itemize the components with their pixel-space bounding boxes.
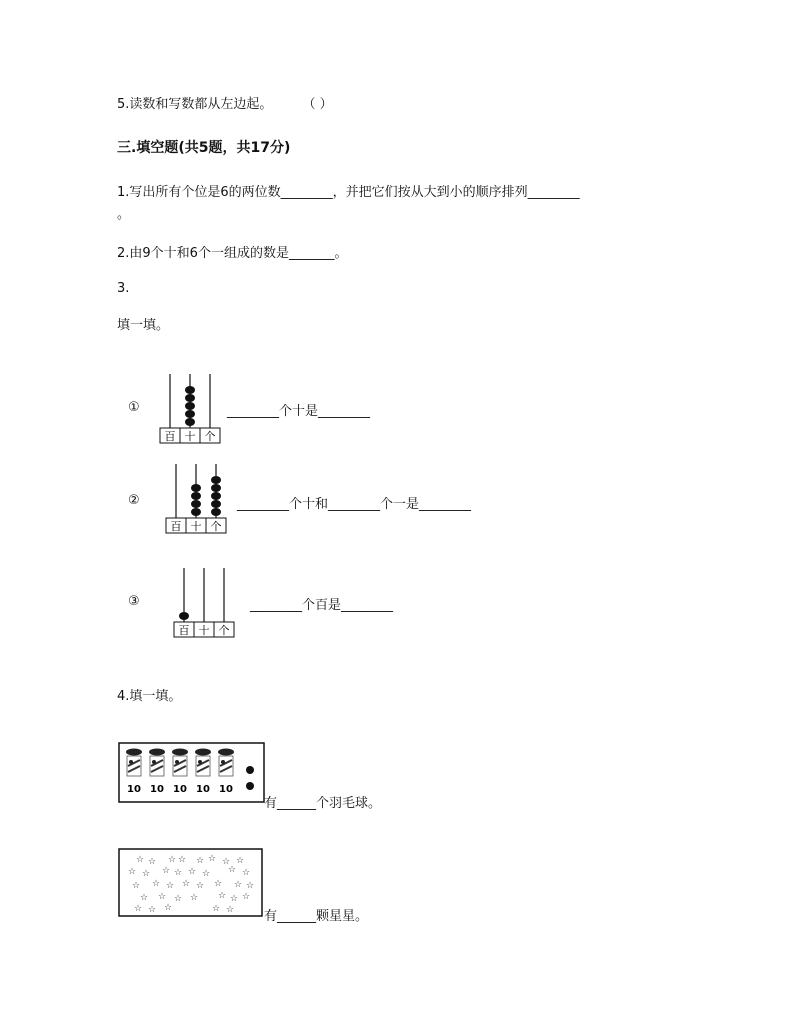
svg-text:☆: ☆: [134, 904, 143, 914]
svg-text:☆: ☆: [226, 905, 235, 915]
svg-text:☆: ☆: [142, 869, 151, 879]
shuttlecock-picture: [118, 742, 266, 804]
svg-text:☆: ☆: [218, 891, 227, 901]
svg-text:☆: ☆: [228, 865, 237, 875]
svg-text:☆: ☆: [214, 879, 223, 889]
svg-text:10: 10: [173, 784, 187, 795]
q3-item1-mark: ①: [128, 400, 140, 415]
svg-text:☆: ☆: [174, 868, 183, 878]
abacus-1-label-tens: 十: [184, 430, 196, 443]
svg-text:☆: ☆: [212, 904, 221, 914]
svg-text:☆: ☆: [242, 868, 251, 878]
q3-item1-text: ________个十是________: [227, 404, 371, 419]
abacus-2-label-tens: 十: [190, 520, 202, 533]
abacus-2-ones-beads: [211, 476, 221, 516]
svg-text:☆: ☆: [196, 881, 205, 891]
svg-text:☆: ☆: [164, 903, 173, 913]
q3-item2-text: ________个十和________个一是________: [237, 497, 472, 512]
svg-text:☆: ☆: [234, 880, 243, 890]
q4-title: 4.填一填。: [117, 689, 182, 704]
svg-text:☆: ☆: [162, 866, 171, 876]
q1-end-mark: 。: [117, 207, 131, 222]
svg-text:☆: ☆: [168, 855, 177, 865]
svg-text:☆: ☆: [128, 867, 137, 877]
svg-text:☆: ☆: [148, 857, 157, 867]
abacus-2-label-ones: 个: [210, 520, 222, 533]
q3-item2-mark: ②: [128, 493, 140, 508]
svg-text:☆: ☆: [188, 867, 197, 877]
svg-text:☆: ☆: [178, 855, 187, 865]
q1-text: 1.写出所有个位是6的两位数________，并把它们按从大到小的顺序排列________: [117, 185, 580, 200]
svg-text:☆: ☆: [166, 881, 175, 891]
q5-text: 5.读数和写数都从左边起。: [117, 97, 273, 112]
abacus-3-label-tens: 十: [198, 624, 210, 637]
svg-text:☆: ☆: [246, 881, 255, 891]
q3-number: 3.: [117, 281, 130, 296]
abacus-2: [164, 462, 228, 536]
svg-text:10: 10: [219, 784, 233, 795]
q3-item3-mark: ③: [128, 594, 140, 609]
svg-text:☆: ☆: [136, 855, 145, 865]
abacus-2-tens-beads: [191, 484, 201, 516]
q3-instruction: 填一填。: [117, 318, 170, 333]
abacus-1-label-ones: 个: [204, 430, 216, 443]
svg-text:☆: ☆: [132, 881, 141, 891]
svg-text:☆: ☆: [236, 856, 245, 866]
abacus-1: [158, 372, 222, 444]
svg-text:☆: ☆: [158, 892, 167, 902]
svg-text:10: 10: [196, 784, 210, 795]
q5-statement: [117, 93, 333, 112]
q4-shuttle-question: 有______个羽毛球。: [264, 796, 382, 811]
abacus-3: [172, 566, 236, 640]
svg-text:☆: ☆: [174, 894, 183, 904]
abacus-2-label-hundreds: 百: [170, 520, 182, 533]
svg-text:10: 10: [150, 784, 164, 795]
abacus-3-label-ones: 个: [218, 624, 230, 637]
q3-item3-text: ________个百是________: [250, 598, 394, 613]
svg-text:☆: ☆: [182, 879, 191, 889]
svg-text:☆: ☆: [202, 869, 211, 879]
star-picture: [118, 848, 264, 918]
svg-text:☆: ☆: [148, 905, 157, 915]
svg-text:☆: ☆: [208, 854, 217, 864]
svg-text:10: 10: [127, 784, 141, 795]
svg-text:☆: ☆: [222, 857, 231, 867]
svg-text:☆: ☆: [242, 892, 251, 902]
svg-text:☆: ☆: [140, 893, 149, 903]
q2-text: 2.由9个十和6个一组成的数是_______。: [117, 246, 348, 261]
q4-star-question: 有______颗星星。: [264, 909, 369, 924]
q5-answer-paren[interactable]: （ ）: [302, 97, 333, 112]
abacus-3-hundreds-beads: [179, 612, 189, 620]
abacus-3-label-hundreds: 百: [178, 624, 190, 637]
abacus-1-label-hundreds: 百: [164, 430, 176, 443]
svg-text:☆: ☆: [152, 879, 161, 889]
abacus-1-tens-beads: [185, 386, 195, 426]
svg-text:☆: ☆: [196, 856, 205, 866]
svg-text:☆: ☆: [190, 893, 199, 903]
section-title: 三.填空题(共5题，共17分): [117, 140, 291, 156]
svg-text:☆: ☆: [230, 894, 239, 904]
